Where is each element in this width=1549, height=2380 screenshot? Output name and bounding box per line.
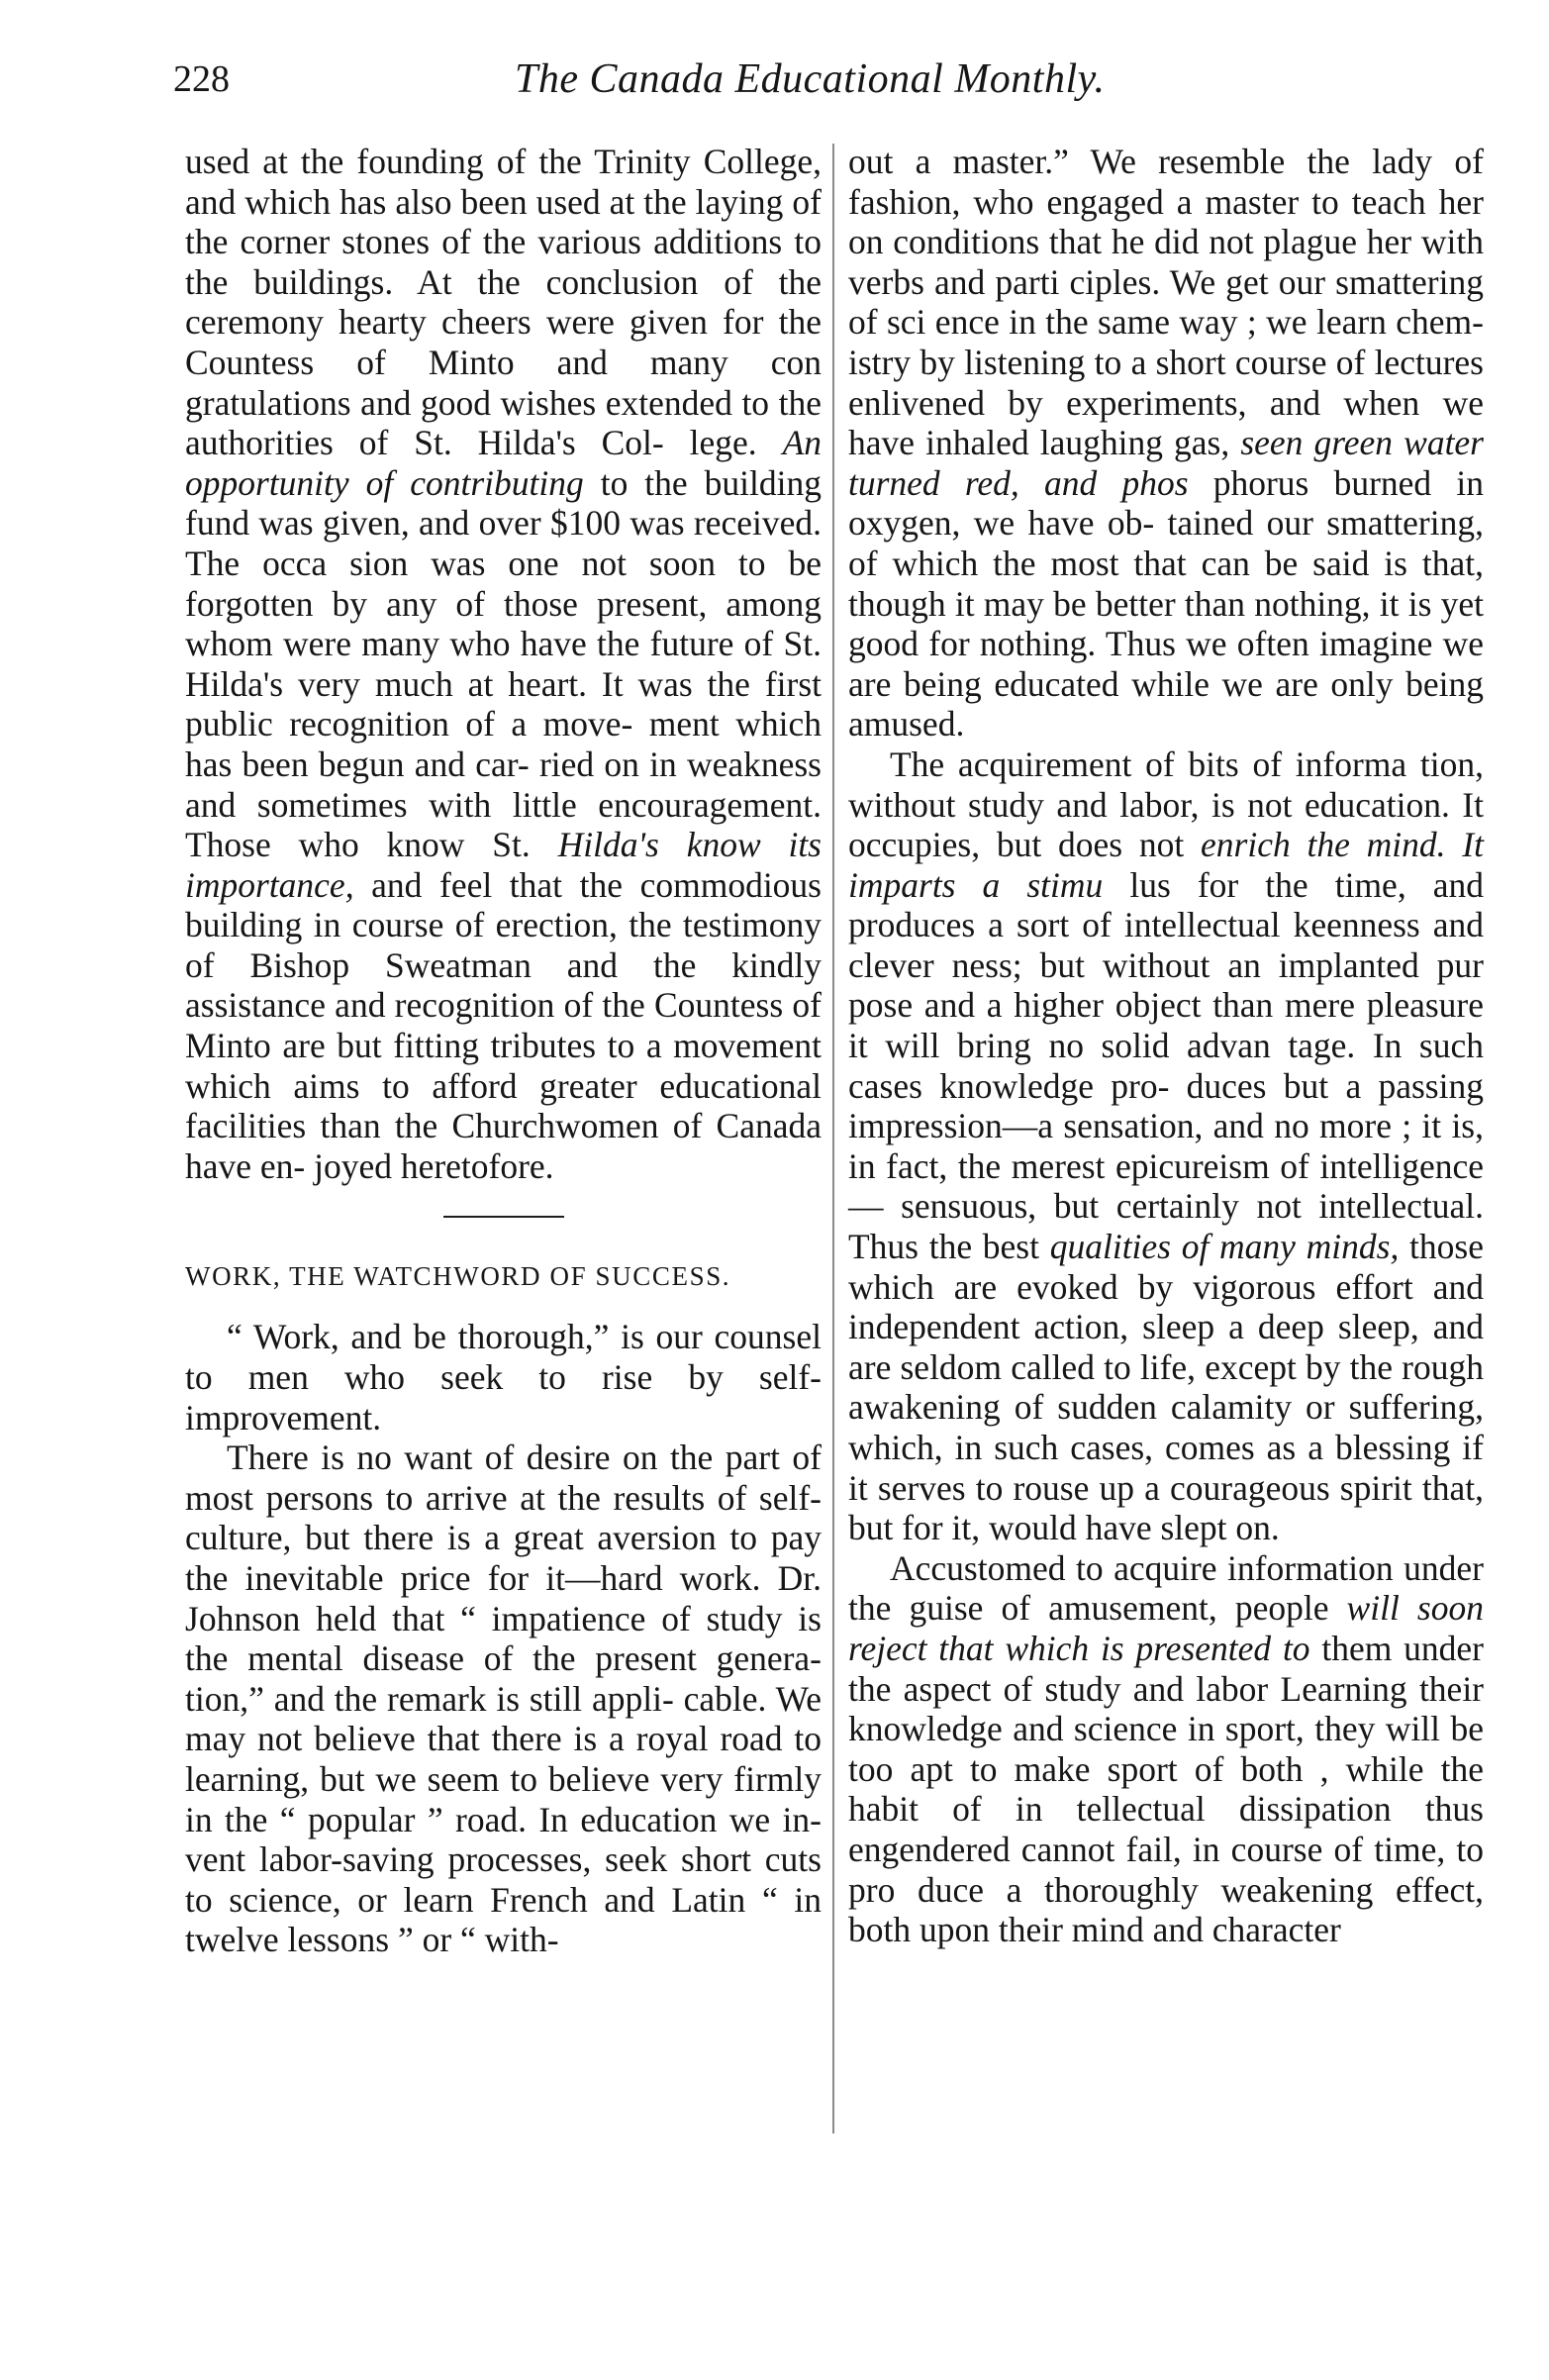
paragraph-st-hildas bbox=[185, 142, 822, 1186]
paragraph-smattering bbox=[848, 142, 1484, 744]
paragraph-accustomed bbox=[848, 1548, 1484, 1950]
italic-run: will soon reject that which is presented to bbox=[848, 1588, 1484, 1668]
text-run: Accustomed to acquire information under the guise of amusement, people bbox=[848, 1547, 1484, 1629]
journal-title: The Canada Educational Monthly. bbox=[515, 56, 1106, 102]
italic-run: qualities of many minds, bbox=[1049, 1227, 1400, 1267]
text-run: The acquirement of bits of informa tion, without study and labor, is not education. It occupies, but does not bbox=[848, 744, 1484, 865]
right-column bbox=[848, 142, 1484, 1950]
text-run: them under the aspect of study and labor Learning their knowledge and science in sport, they will be too apt to make sport of both , while the habit of in tellectual dissipation thus engendered cannot fail, in course of time, to pro duce a thoroughly weakening effect, both upon their mind and character bbox=[848, 1628, 1484, 1950]
text-run: out a master.” We resemble the lady of fashion, who engaged a master to teach her on conditions that he did not plague her with verbs and parti ciples. We get our smattering of sci ence in the same way ; we learn chem- istry by listening to a short course of lectures enlivened by experiments, and when we have inhaled laughing gas, bbox=[848, 142, 1484, 463]
text-run: those which are evoked by vigorous effort and independent action, sleep a deep sleep, and are seldom called to life, except by the rough awakening of sudden calamity or suffering, which, in such cases, comes as a blessing if it serves to rouse up a courageous spirit that, but for it, would have slept on. bbox=[848, 1227, 1484, 1548]
italic-run: An opportunity of contributing bbox=[185, 423, 822, 503]
text-run: lus for the time, and produces a sort of intellectual keenness and clever ness; but without an implanted pur pose and a higher object than mere pleasure it will bring no solid advan tage. In such cases knowledge pro- duces but a passing impression—a sensation, and no more ; it is, in fact, the merest epicureism of intelligence— sensuous, but certainly not intellectual. Thus the best bbox=[848, 864, 1485, 1267]
paragraph-hard-work: There is no want of desire on the part of most persons to arrive at the results of self-culture, but there is a great aversion to pay the inevitable price for it—hard work. Dr. Johnson held that “ impatience of study is the mental disease of the present genera- tion,” and the remark is still appli- cable. We may not believe that there is a royal road to learning, but we seem to believe very firmly in the “ popular ” road. In education we in- vent labor-saving processes, seek short cuts to science, or learn French and Latin “ in twelve lessons ” or “ with- bbox=[185, 1438, 822, 1960]
paragraph-work-thorough: “ Work, and be thorough,” is our counsel to men who seek to rise by self-improvement. bbox=[185, 1317, 822, 1438]
text-run: used at the founding of the Trinity College, and which has also been used at the laying of the corner stones of the various additions to the buildings. At the conclusion of the ceremony hearty cheers were given for the Countess of Minto and many con gratulations and good wishes extended to the authorities of St. Hilda's Col- lege. bbox=[185, 142, 822, 463]
column-divider bbox=[832, 144, 834, 2133]
section-divider bbox=[443, 1216, 564, 1218]
page-number: 228 bbox=[173, 58, 230, 100]
text-run: phorus burned in oxygen, we have ob- tained our smattering, of which the most that can be said is that, though it may be better than nothing, it is yet good for nothing. Thus we often imagine we are being educated while we are only being amused. bbox=[848, 462, 1484, 744]
left-column bbox=[185, 142, 822, 1960]
section-heading: WORK, THE WATCHWORD OF SUCCESS. bbox=[185, 1261, 731, 1292]
text-run: and feel that the commodious building in course of erection, the testimony of Bishop Sweatman and the kindly assistance and recognition of the Countess of Minto are but fitting tributes to a movement which aims to afford greater educational facilities than the Churchwomen of Canada have en- joyed heretofore. bbox=[185, 864, 822, 1186]
paragraph-bits-of-information bbox=[848, 744, 1484, 1548]
italic-run: enrich the mind. It imparts a stimu bbox=[848, 825, 1484, 905]
page-header bbox=[173, 50, 1478, 109]
text-run: to the building fund was given, and over $100 was received. The occa sion was one not soon to be forgotten by any of those present, among whom were many who have the future of St. Hilda's very much at heart. It was the first public recognition of a move- ment which has been begun and car- ried on in weakness and sometimes with little encouragement. Those who know St. bbox=[185, 462, 822, 865]
italic-run: Hilda's know its importance, bbox=[185, 825, 823, 905]
italic-run: seen green water turned red, and phos bbox=[848, 423, 1484, 503]
